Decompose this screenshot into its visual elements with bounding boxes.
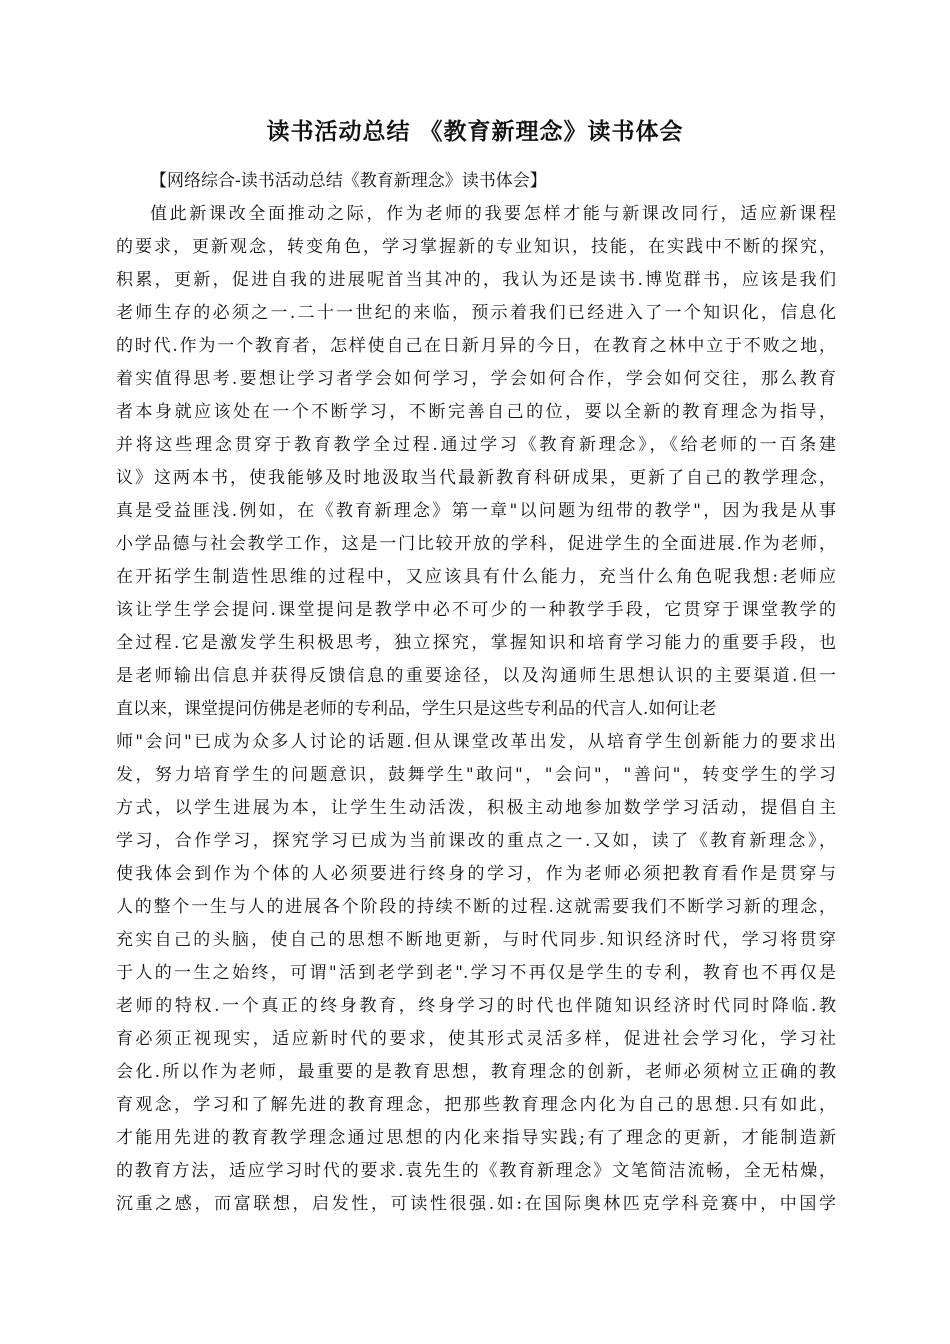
paragraph-line: 育必须正视现实，适应新时代的要求，使其形式灵活多样，促进社会学习化，学习社: [116, 1029, 836, 1049]
paragraph-line: 老师的特权.一个真正的终身教育，终身学习的时代也伴随知识经济时代同时降临.教: [116, 996, 836, 1016]
paragraph-line: 学习，合作学习，探究学习已成为当前课改的重点之一.又如，读了《教育新理念》，: [116, 831, 836, 851]
paragraph-line: 于人的一生之始终，可谓"活到老学到老".学习不再仅是学生的专利，教育也不再仅是: [116, 963, 836, 983]
paragraph-line: 积累，更新，促进自我的进展呢首当其冲的，我认为还是读书.博览群书，应该是我们: [116, 270, 836, 290]
paragraph-line: 人的整个一生与人的进展各个阶段的持续不断的过程.这就需要我们不断学习新的理念，: [116, 897, 836, 917]
paragraph-line: 发，努力培育学生的问题意识，鼓舞学生"敢问"，"会问"，"善问"，转变学生的学习: [116, 765, 836, 785]
source-line: 【网络综合-读书活动总结《教育新理念》读书体会】: [150, 171, 547, 191]
paragraph-line: 的教育方法，适应学习时代的要求.袁先生的《教育新理念》文笔简洁流畅，全无枯燥，: [116, 1161, 836, 1181]
paragraph-line: 该让学生学会提问.课堂提问是教学中必不可少的一种教学手段，它贯穿于课堂教学的: [116, 600, 836, 620]
paragraph-line: 并将这些理念贯穿于教育教学全过程.通过学习《教育新理念》，《给老师的一百条建: [116, 435, 836, 455]
paragraph-line: 老师生存的必须之一.二十一世纪的来临，预示着我们已经进入了一个知识化，信息化: [116, 303, 836, 323]
paragraph-line: 使我体会到作为个体的人必须要进行终身的学习，作为老师必须把教育看作是贯穿与: [116, 864, 836, 884]
paragraph-line: 的要求，更新观念，转变角色，学习掌握新的专业知识，技能，在实践中不断的探究，: [116, 237, 836, 257]
paragraph-line: 真是受益匪浅.例如，在《教育新理念》第一章"以问题为纽带的教学"，因为我是从事: [116, 501, 836, 521]
paragraph-line: 方式，以学生进展为本，让学生生动活泼，积极主动地参加数学学习活动，提倡自主: [116, 798, 836, 818]
paragraph-line: 在开拓学生制造性思维的过程中，又应该具有什么能力，充当什么角色呢我想:老师应: [116, 567, 836, 587]
paragraph-line: 议》这两本书，使我能够及时地汲取当代最新教育科研成果，更新了自己的教学理念，: [116, 468, 836, 488]
paragraph-line: 育观念，学习和了解先进的教育理念，把那些教育理念内化为自己的思想.只有如此，: [116, 1095, 836, 1115]
document-title: 读书活动总结 《教育新理念》读书体会: [266, 119, 684, 145]
paragraph-line: 沉重之感，而富联想，启发性，可读性很强.如:在国际奥林匹克学科竞赛中，中国学: [116, 1194, 836, 1214]
paragraph-line: 小学品德与社会教学工作，这是一门比较开放的学科，促进学生的全面进展.作为老师，: [116, 534, 836, 554]
paragraph-line: 才能用先进的教育教学理念通过思想的内化来指导实践;有了理念的更新，才能制造新: [116, 1128, 836, 1148]
paragraph-line: 全过程.它是激发学生积极思考，独立探究，掌握知识和培育学习能力的重要手段，也: [116, 633, 836, 653]
paragraph-line: 着实值得思考.要想让学习者学会如何学习，学会如何合作，学会如何交往，那么教育: [116, 369, 836, 389]
paragraph-line: 是老师输出信息并获得反馈信息的重要途径，以及沟通师生思想认识的主要渠道.但一: [116, 666, 836, 686]
paragraph-line: 充实自己的头脑，使自己的思想不断地更新，与时代同步.知识经济时代，学习将贯穿: [116, 930, 836, 950]
paragraph-line: 会化.所以作为老师，最重要的是教育思想，教育理念的创新，老师必须树立正确的教: [116, 1062, 836, 1082]
paragraph-line: 的时代.作为一个教育者，怎样使自己在日新月异的今日，在教育之林中立于不败之地，: [116, 336, 836, 356]
paragraph-line: 师"会问"已成为众多人讨论的话题.但从课堂改革出发，从培育学生创新能力的要求出: [116, 732, 836, 752]
paragraph-line: 值此新课改全面推动之际，作为老师的我要怎样才能与新课改同行，适应新课程: [150, 204, 836, 224]
paragraph-line: 直以来，课堂提问仿佛是老师的专利品，学生只是这些专利品的代言人.如何让老: [116, 699, 717, 719]
paragraph-line: 者本身就应该处在一个不断学习，不断完善自己的位，要以全新的教育理念为指导，: [116, 402, 836, 422]
